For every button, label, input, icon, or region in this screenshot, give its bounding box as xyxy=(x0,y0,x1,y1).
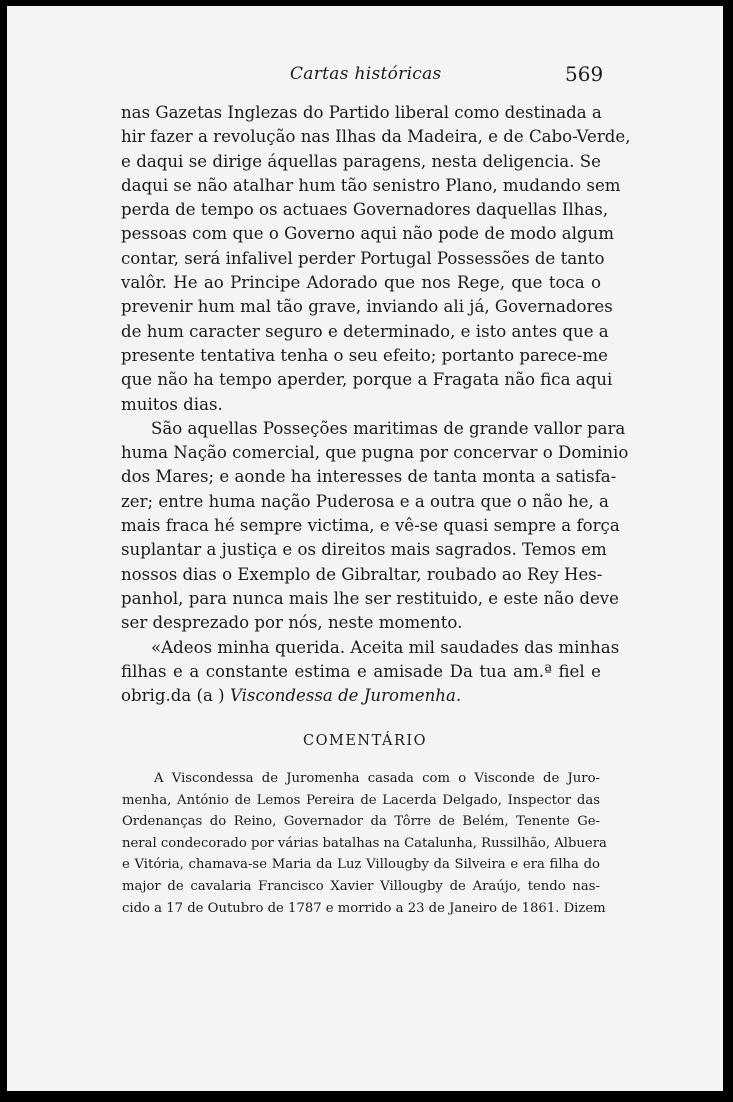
closing-prefix: obrig.da (a ) xyxy=(121,686,225,706)
text-line: huma Nação comercial, que pugna por concervar o Dominio xyxy=(121,443,629,463)
signature: Viscondessa de Juromenha. xyxy=(229,686,462,706)
text-line: dos Mares; e aonde ha interesses de tanta monta a satisfa- xyxy=(121,467,617,487)
text-line: nossos dias o Exemplo de Gibraltar, roubado ao Rey Hes- xyxy=(121,564,603,584)
text-line: pessoas com que o Governo aqui não pode de modo algum xyxy=(121,224,614,244)
text-line: presente tentativa tenha o seu efeito; portanto parece-me xyxy=(121,345,608,365)
text-line: valôr. He ao Principe Adorado que nos Rege, que toca o xyxy=(121,273,601,293)
text-line: zer; entre huma nação Puderosa e a outra que o não he, a xyxy=(121,491,609,511)
text-line: prevenir hum mal tão grave, inviando ali já, Governadores xyxy=(121,297,613,317)
page-header xyxy=(7,62,723,102)
text-line: hir fazer a revolução nas Ilhas da Madeira, e de Cabo-Verde, xyxy=(121,127,631,147)
text-line: suplantar a justiça e os direitos mais sagrados. Temos em xyxy=(121,540,607,560)
comment-line: cido a 17 de Outubro de 1787 e morrido a 23 de Janeiro de 1861. Dizem xyxy=(122,900,606,916)
text-line: ser desprezado por nós, neste momento. xyxy=(121,613,463,633)
text-line: e daqui se dirige áquellas paragens, nesta deligencia. Se xyxy=(121,151,601,171)
text-line: filhas e a constante estima e amisade Da tua am.ª fiel e xyxy=(121,661,601,681)
text-line: mais fraca hé sempre victima, e vê-se quasi sempre a força xyxy=(121,516,620,536)
text-line: muitos dias. xyxy=(121,394,223,414)
closing-line xyxy=(121,684,601,708)
text-line: nas Gazetas Inglezas do Partido liberal como destinada a xyxy=(121,103,602,122)
comment-line: menha, António de Lemos Pereira de Lacerda Delgado, Inspector das xyxy=(122,792,600,808)
comment-line: Ordenanças do Reino, Governador da Tôrre de Belém, Tenente Ge- xyxy=(122,814,600,830)
text-line: contar, será infalivel perder Portugal Possessões de tanto xyxy=(121,248,605,268)
text-line: de hum caracter seguro e determinado, e isto antes que a xyxy=(121,321,609,341)
text-line: que não ha tempo aperder, porque a Fragata não fica aqui xyxy=(121,370,613,390)
book-page xyxy=(7,6,723,1091)
comment-line: major de cavalaria Francisco Xavier Villougby de Araújo, tendo nas- xyxy=(122,878,600,894)
comment-line: neral condecorado por várias batalhas na Catalunha, Russilhão, Albuera xyxy=(122,835,607,851)
text-line: daqui se não atalhar hum tão senistro Plano, mudando sem xyxy=(121,175,621,195)
comment-heading: COMENTÁRIO xyxy=(303,733,427,749)
page-number: 569 xyxy=(565,62,604,86)
letter-text xyxy=(121,101,631,708)
text-line: perda de tempo os actuaes Governadores daquellas Ilhas, xyxy=(121,200,609,220)
text-line: «Adeos minha querida. Aceita mil saudades das minhas xyxy=(151,637,620,657)
text-line: panhol, para nunca mais lhe ser restituido, e este não deve xyxy=(121,588,619,608)
comment-line: A Viscondessa de Juromenha casada com o Visconde de Juro- xyxy=(154,771,600,786)
running-title: Cartas históricas xyxy=(290,64,442,84)
text-line: São aquellas Posseções maritimas de grande vallor para xyxy=(151,418,626,438)
comment-text xyxy=(122,768,607,919)
comment-line: e Vitória, chamava-se Maria da Luz Villougby da Silveira e era filha do xyxy=(122,857,600,873)
